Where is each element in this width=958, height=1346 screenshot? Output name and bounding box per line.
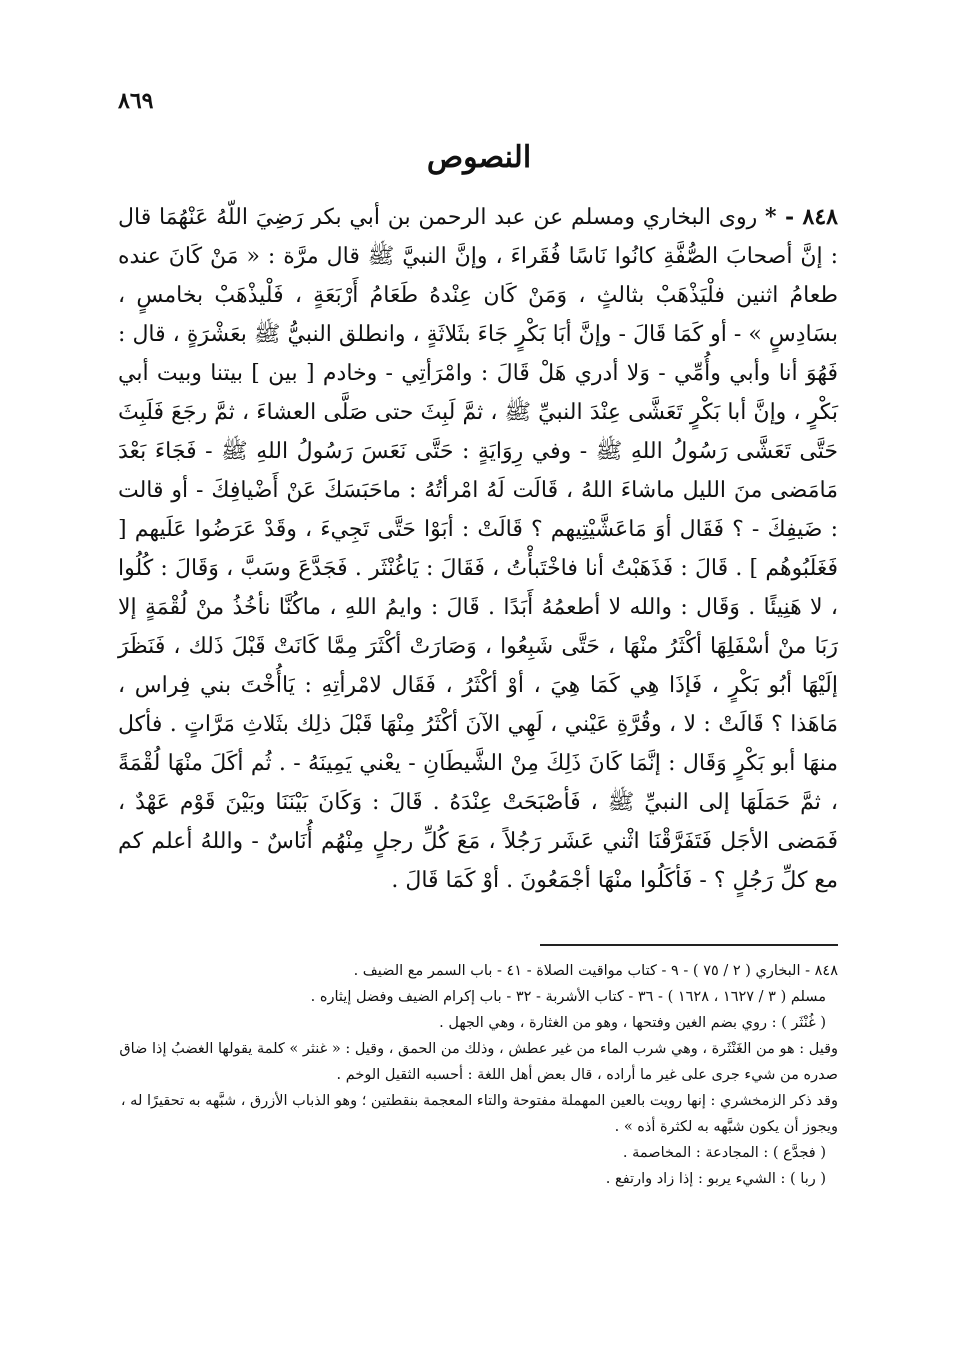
page-number: ٨٦٩ [118,88,154,114]
footnote-ghunthara: وقيل : هو من الغَنْثَرة ، وهي شرب الماء من غير عطش ، وذلك من الحمق ، وقيل : « غنثر » كلمة يقولها الغضبُ إذا ضاق صدره من شيء جرى على غير ما أراده ، قال بعض أهل اللغة : أحسبه الثقيل الوخم . [119,1041,838,1083]
section-title: النصوص [426,140,532,175]
footnote-separator [540,944,838,946]
footnote-raba: ( ربا ) : الشيء يربو : إذا زاد وارتفع . [605,1171,826,1187]
footnote-source-muslim: مسلم ( ٣ / ١٦٢٧ ، ١٦٢٨ ) - ٣٦ - كتاب الأشربة - ٣٢ - باب إكرام الضيف وفضل إيثاره . [310,989,826,1005]
hadith-number: ٨٤٨ - * [764,204,838,230]
hadith-text [118,198,838,900]
footnote-source-bukhari: ٨٤٨ - البخاري ( ٢ / ٧٥ ) - ٩ - كتاب مواقيت الصلاة - ٤١ - باب السمر مع الضيف . [353,963,838,979]
hadith-body: روى البخاري ومسلم عن عبد الرحمن بن أبي بكر رَضِيَ اللّهُ عَنْهُمَا قال : إنَّ أصحابَ الصُّفَّةِ كانُوا نَاسًا فُقَراءَ ، وإنَّ النبيَّ ﷺ قال مرَّة : « مَنْ كَانَ عنده طعامُ اثنين فلْيَذْهَبْ بثالثٍ ، وَمَنْ كَان عِنْدهُ طَعَامُ أَرْبَعَةٍ ، فَلْيذْهَبْ بخامسٍ ، بسَادِسٍ » - أو كَمَا قَالَ - وإنَّ أبَا بَكْرٍ جَاءَ بثَلاثَةٍ ، وانطلق النبيُّ ﷺ بعَشْرَةٍ ، قال : فَهُوَ أنا وأبي وأُمِّي - وَلا أدري هَلْ قَالَ : وامْرَأتِي - وخادم [ بين ] بيتنا وبيت أبي بَكْرٍ ، وإنَّ أبا بَكْرٍ تَعَشَّى عِنْدَ النبيِّ ﷺ ، ثمَّ لَبِثَ حتى صَلَّى العشاءَ ، ثمَّ رجَعَ فَلَبِثَ حَتَّى تَعَشَّى رَسُولُ اللهِ ﷺ - وفي رِوَايَةٍ : حَتَّى نَعَسَ رَسُولُ اللهِ ﷺ - فَجَاءَ بَعْدَ مَامَضى منَ الليل ماشاءَ اللهُ ، قَالَت لَهُ امْرأتُهُ : ماحَبَسَكَ عَنْ أَضْيافِكَ - أو قالت : ضَيفِكَ - ؟ فَقَال أوَ مَاعَشَّيْتِيهم ؟ قَالَتْ : أبَوْا حَتَّى تَجِيءَ ، وقَدْ عَرَضُوا عَلَيهم [ فَغَلَبُوهُم ] . قَالَ : فَذَهَبْتُ أنا فاخْتَبأْتُ ، فَقَالَ : يَاغُنْثَر . فَجَدَّعَ وسَبَّ ، وَقَالَ : كُلُوا ، لا هَنِيئًا . وَقَال : والله لا أطعمُهُ أَبَدًا . قَالَ : وايمُ اللهِ ، ماكُنَّا نأخُذُ منْ لُقْمَةٍ إلا رَبَا منْ أسْفَلِهَا أكْثَرُ منْهَا ، حَتَّى شَبِعُوا ، وَصَارَتْ أكْثَرَ مِمَّا كَانَتْ قَبْلَ ذَلك ، فَنَظَرَ إلَيْهَا أبُو بَكْرٍ ، فَإذَا هِي كَمَا هِيَ ، أوْ أكْثَرُ ، فَقَال لامْرأتِهِ : يَاأُخْتَ بني فِراس ، مَاهَذا ؟ قَالَتْ : لا ، وقُرَّةِ عَيْني ، لَهِي الآنَ أكْثَرُ مِنْهَا قَبْلَ ذلِك بثَلاثِ مَرَّاتٍ . فأكل منهَا أبو بَكْرٍ وَقَال : إنَّمَا كَانَ ذَلِكَ مِنْ الشَّيطَانِ - يعْني يَمِينَهُ - . ثُم أكَلَ منْهَا لُقْمَةً ، ثمَّ حَمَلَهَا إلى النبيِّ ﷺ ، فَأصْبَحَتْ عِنْدَهُ . قَالَ : وَكَانَ بَيْنَنَا وبَيْنَ قَوْم عَهْدٌ ، فَمَضى الأجَل فَتَفَرَّقْنَا اثْني عَشَر رَجُلاً ، مَعَ كُلِّ رجلٍ مِنْهُم أُنَاسٌ - واللهُ أعلم كم مع كلِّ رَجُلٍ ؟ - فَأكَلُوا منْهَا أجْمَعُونَ . أوْ كَمَا قَالَ . [118,205,838,893]
footnotes [118,958,838,1192]
footnote-jadda: ( فجدَّع ) : المجادعة : المخاصمة . [622,1145,826,1161]
footnote-zamakhshari: وقد ذكر الزمخشري : إنها رويت بالعين المهملة مفتوحة والتاء المعجمة بنقطتين ؛ وهو الذباب الأزرق ، شبَّهه به تحقيرًا له ، ويجوز أن يكون شبَّهه به لكثرة أذه » . [120,1093,838,1135]
footnote-ghunthar: ( غُنْثَر ) : روي بضم الغين وفتحها ، وهو من الغثارة ، وهي الجهل . [439,1015,826,1031]
